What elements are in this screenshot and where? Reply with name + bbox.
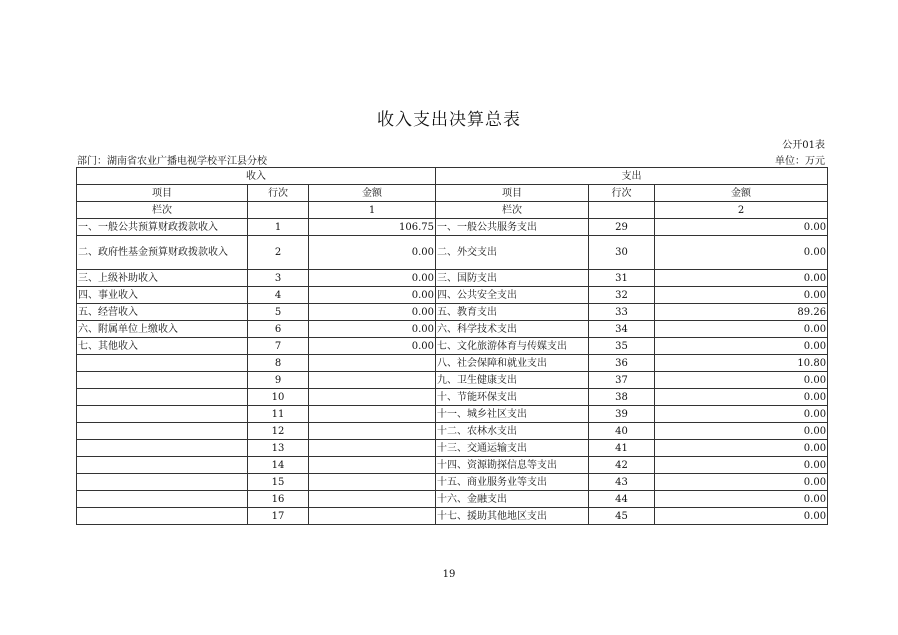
income-amount-cell [309,372,436,389]
income-item-cell: 二、政府性基金预算财政拨款收入 [77,236,248,270]
income-item-cell: 三、上级补助收入 [77,270,248,287]
expense-item-cell: 七、文化旅游体育与传媒支出 [436,338,589,355]
income-amount-cell: 106.75 [309,219,436,236]
income-row-no-cell: 12 [248,423,309,440]
income-row-no-cell: 8 [248,355,309,372]
income-row-no-cell: 16 [248,491,309,508]
income-amount-cell [309,508,436,525]
income-item-cell [77,423,248,440]
income-row-no-cell: 17 [248,508,309,525]
income-row-no-cell: 10 [248,389,309,406]
income-amount-cell: 0.00 [309,270,436,287]
expense-item-cell: 十五、商业服务业等支出 [436,474,589,491]
income-amount-cell [309,491,436,508]
table-row [77,372,828,389]
expense-row-no-cell: 29 [589,219,655,236]
income-amount-cell [309,355,436,372]
expense-amount-cell: 10.80 [655,355,828,372]
expense-item-cell: 五、教育支出 [436,304,589,321]
expense-amount-cell: 0.00 [655,457,828,474]
expense-amount-cell: 0.00 [655,389,828,406]
expense-amount-cell: 0.00 [655,440,828,457]
expense-row-no-cell: 40 [589,423,655,440]
expense-group-header: 支出 [436,168,828,185]
unit-label: 单位：万元 [775,156,825,167]
table-row [77,474,828,491]
expense-row-no-header: 行次 [589,185,655,202]
expense-amount-cell: 0.00 [655,321,828,338]
expense-amount-cell: 0.00 [655,423,828,440]
expense-item-cell: 十一、城乡社区支出 [436,406,589,423]
income-amount-cell: 0.00 [309,304,436,321]
table-row [77,440,828,457]
expense-item-cell: 一、一般公共服务支出 [436,219,589,236]
income-column-blank [248,202,309,219]
expense-amount-cell: 0.00 [655,474,828,491]
expense-amount-cell: 0.00 [655,508,828,525]
income-amount-cell: 0.00 [309,338,436,355]
table-row [77,491,828,508]
table-row [77,406,828,423]
expense-item-header: 项目 [436,185,589,202]
expense-row-no-cell: 31 [589,270,655,287]
income-row-no-cell: 1 [248,219,309,236]
table-row [77,355,828,372]
table-row [77,321,828,338]
income-item-cell [77,474,248,491]
income-item-cell: 四、事业收入 [77,287,248,304]
income-amount-cell [309,474,436,491]
income-item-cell [77,440,248,457]
income-item-cell [77,508,248,525]
expense-item-cell: 十、节能环保支出 [436,389,589,406]
expense-amount-cell: 0.00 [655,219,828,236]
income-amount-cell: 0.00 [309,236,436,270]
income-amount-header: 金额 [309,185,436,202]
income-amount-cell [309,440,436,457]
table-row [77,219,828,236]
expense-row-no-cell: 34 [589,321,655,338]
expense-amount-cell: 0.00 [655,287,828,304]
expense-row-no-cell: 35 [589,338,655,355]
expense-item-cell: 八、社会保障和就业支出 [436,355,589,372]
expense-amount-cell: 0.00 [655,338,828,355]
expense-row-no-cell: 36 [589,355,655,372]
income-row-no-cell: 9 [248,372,309,389]
table-row [77,270,828,287]
expense-item-cell: 十七、援助其他地区支出 [436,508,589,525]
income-row-no-cell: 3 [248,270,309,287]
expense-column-label: 栏次 [436,202,589,219]
page-title: 收入支出决算总表 [377,110,521,130]
income-item-cell [77,389,248,406]
income-item-cell: 五、经营收入 [77,304,248,321]
expense-item-cell: 四、公共安全支出 [436,287,589,304]
income-amount-cell [309,389,436,406]
expense-item-cell: 二、外交支出 [436,236,589,270]
expense-row-no-cell: 37 [589,372,655,389]
expense-item-cell: 十三、交通运输支出 [436,440,589,457]
income-item-header: 项目 [77,185,248,202]
expense-row-no-cell: 42 [589,457,655,474]
expense-row-no-cell: 30 [589,236,655,270]
expense-amount-header: 金额 [655,185,828,202]
income-row-no-cell: 6 [248,321,309,338]
expense-item-cell: 十四、资源勘探信息等支出 [436,457,589,474]
table-row [77,457,828,474]
income-item-cell [77,457,248,474]
income-column-label: 栏次 [77,202,248,219]
expense-item-cell: 九、卫生健康支出 [436,372,589,389]
income-row-no-cell: 7 [248,338,309,355]
income-group-header: 收入 [77,168,436,185]
expense-row-no-cell: 44 [589,491,655,508]
expense-row-no-cell: 41 [589,440,655,457]
expense-amount-cell: 0.00 [655,270,828,287]
income-item-cell: 七、其他收入 [77,338,248,355]
income-item-cell [77,491,248,508]
form-code: 公开01表 [782,140,825,151]
income-amount-cell [309,457,436,474]
income-row-no-header: 行次 [248,185,309,202]
expense-item-cell: 六、科学技术支出 [436,321,589,338]
group-header-row [77,168,828,185]
income-amount-cell: 0.00 [309,287,436,304]
income-row-no-cell: 5 [248,304,309,321]
expense-item-cell: 三、国防支出 [436,270,589,287]
income-item-cell [77,372,248,389]
expense-column-number: 2 [655,202,828,219]
table-row [77,236,828,270]
expense-amount-cell: 0.00 [655,236,828,270]
income-item-cell [77,406,248,423]
income-item-cell: 一、一般公共预算财政拨款收入 [77,219,248,236]
table-row [77,338,828,355]
table-row [77,287,828,304]
income-column-number: 1 [309,202,436,219]
table-row [77,304,828,321]
page-number: 19 [442,569,456,580]
expense-row-no-cell: 33 [589,304,655,321]
income-item-cell [77,355,248,372]
department-label: 部门：湖南省农业广播电视学校平江县分校 [77,156,267,167]
income-row-no-cell: 2 [248,236,309,270]
expense-amount-cell: 0.00 [655,491,828,508]
expense-item-cell: 十六、金融支出 [436,491,589,508]
table-row [77,508,828,525]
income-amount-cell [309,406,436,423]
income-amount-cell: 0.00 [309,321,436,338]
column-header-row [77,185,828,202]
expense-row-no-cell: 32 [589,287,655,304]
table-row [77,423,828,440]
expense-row-no-cell: 38 [589,389,655,406]
income-row-no-cell: 14 [248,457,309,474]
expense-row-no-cell: 43 [589,474,655,491]
income-row-no-cell: 4 [248,287,309,304]
expense-amount-cell: 0.00 [655,372,828,389]
income-amount-cell [309,423,436,440]
table-row [77,389,828,406]
expense-row-no-cell: 45 [589,508,655,525]
expense-row-no-cell: 39 [589,406,655,423]
income-item-cell: 六、附属单位上缴收入 [77,321,248,338]
expense-amount-cell: 89.26 [655,304,828,321]
income-row-no-cell: 15 [248,474,309,491]
income-expense-table [76,167,828,525]
column-number-row [77,202,828,219]
expense-column-blank [589,202,655,219]
income-row-no-cell: 13 [248,440,309,457]
expense-amount-cell: 0.00 [655,406,828,423]
income-row-no-cell: 11 [248,406,309,423]
expense-item-cell: 十二、农林水支出 [436,423,589,440]
